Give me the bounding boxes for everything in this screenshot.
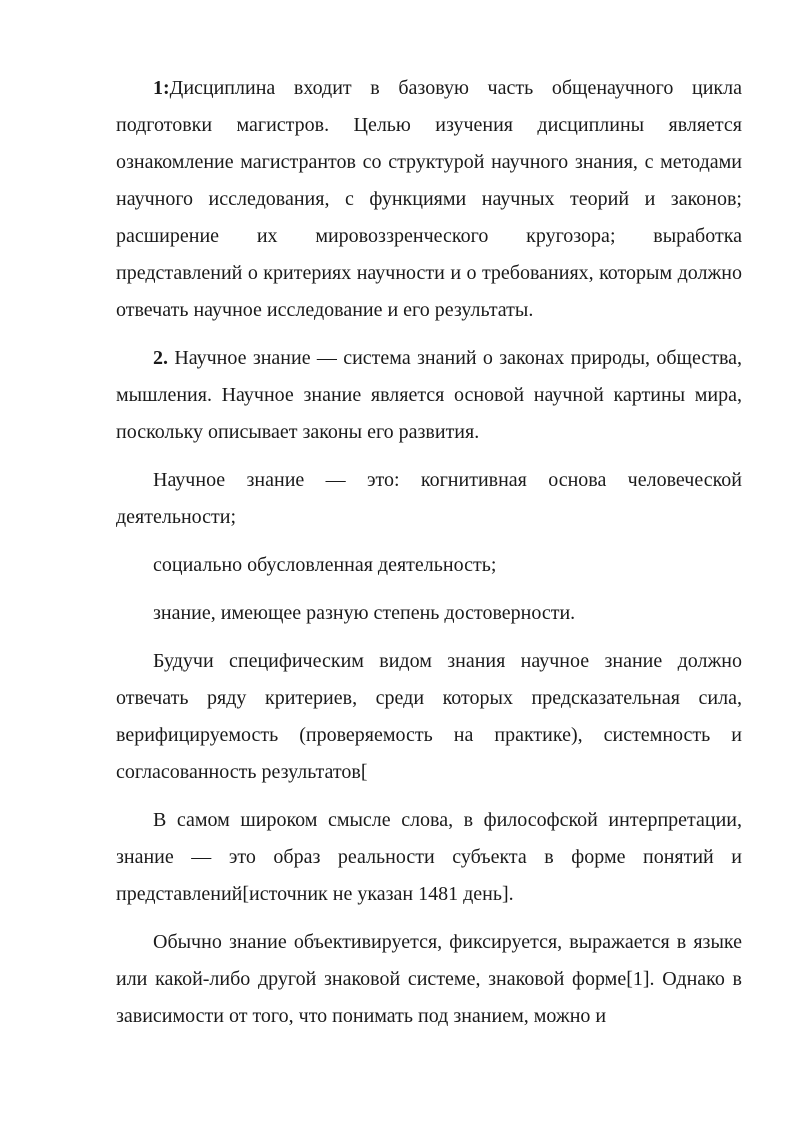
- paragraph-text: Научное знание — это: когнитивная основа человеческой деятельности;: [116, 469, 742, 528]
- paragraph-definition: [116, 462, 742, 536]
- paragraph-social-activity: [116, 547, 742, 584]
- paragraph-philosophical-meaning: [116, 802, 742, 913]
- paragraph-text: знание, имеющее разную степень достоверности.: [153, 602, 576, 624]
- paragraph-number: 1:: [153, 77, 170, 99]
- paragraph-scientific-knowledge: [116, 340, 742, 451]
- paragraph-objectification: [116, 924, 742, 1035]
- paragraph-text: Будучи специфическим видом знания научное знание должно отвечать ряду критериев, среди которых предсказательная сила, верифицируемость (проверяемость на практике), системность и согласованность результатов[: [116, 650, 742, 783]
- document-page: [116, 70, 742, 1046]
- paragraph-reliability: [116, 595, 742, 632]
- paragraph-criteria: [116, 643, 742, 791]
- paragraph-text: Дисциплина входит в базовую часть общенаучного цикла подготовки магистров. Целью изучения дисциплины является ознакомление магистрантов со структурой научного знания, с методами научного исследования, с функциями научных теорий и законов; расширение их мировоззренческого кругозора; выработка представлений о критериях научности и о требованиях, которым должно отвечать научное исследование и его результаты.: [116, 77, 742, 321]
- paragraph-discipline: [116, 70, 742, 329]
- paragraph-text: В самом широком смысле слова, в философской интерпретации, знание — это образ реальности субъекта в форме понятий и представлений[источник не указан 1481 день].: [116, 809, 742, 905]
- paragraph-text: социально обусловленная деятельность;: [153, 554, 497, 576]
- paragraph-number: 2.: [153, 347, 168, 369]
- paragraph-text: Обычно знание объективируется, фиксируется, выражается в языке или какой-либо другой знаковой системе, знаковой форме[1]. Однако в зависимости от того, что понимать под знанием, можно и: [116, 931, 742, 1027]
- paragraph-text: Научное знание — система знаний о законах природы, общества, мышления. Научное знание является основой научной картины мира, поскольку описывает законы его развития.: [116, 347, 742, 443]
